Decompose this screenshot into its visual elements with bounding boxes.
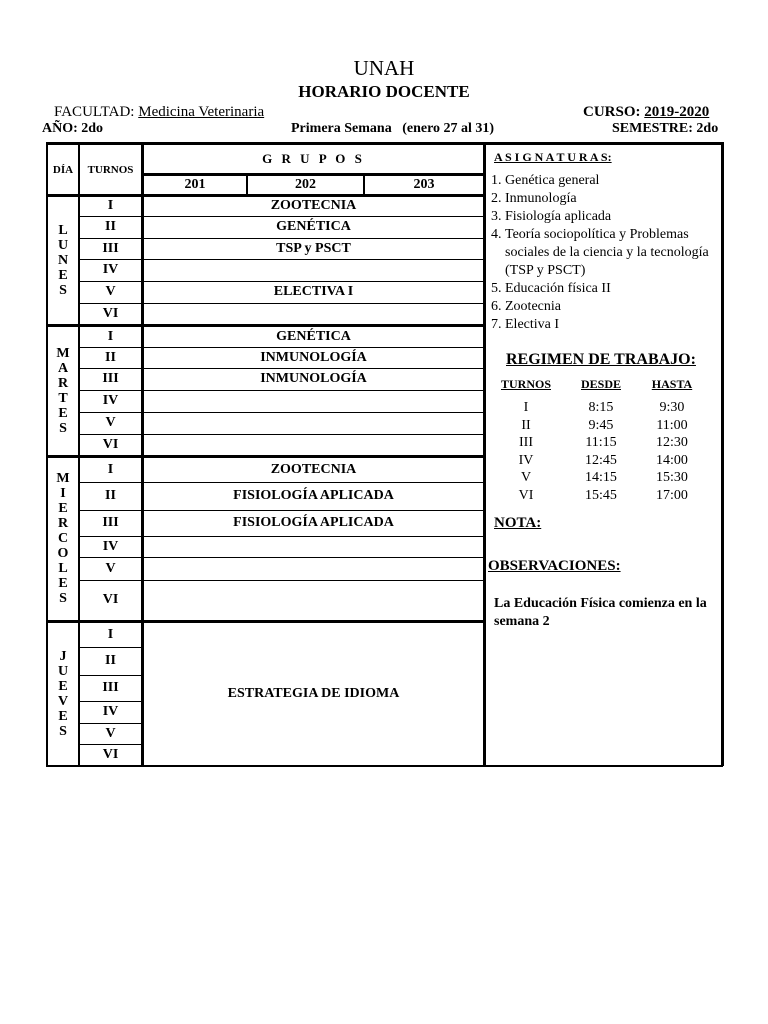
regimen-cell: 9:30 [659,400,685,415]
turno-cell: I [107,328,114,344]
regimen-cell: 8:15 [588,400,614,415]
regimen-cell: 11:15 [585,435,617,451]
turno-cell: V [105,415,116,430]
regimen-cell: 14:15 [585,470,617,486]
institution-title: UNAH [353,56,415,80]
asignaturas-list [488,172,730,334]
facultad-line [54,104,264,121]
day-letter: E [58,709,68,724]
subject-cell: FISIOLOGÍA APLICADA [233,488,394,503]
turno-cell: VI [102,747,119,762]
turno-cell: I [107,461,114,477]
turno-cell: II [105,219,116,234]
regimen-cell: 15:45 [585,488,617,503]
regimen-cell: 17:00 [656,488,688,503]
day-label-martes [48,326,78,455]
subject-cell: TSP y PSCT [276,240,351,256]
subject-cell [144,536,483,557]
day-letter: S [59,282,67,298]
turno-cell: II [105,653,116,668]
turno-cell: II [105,349,116,365]
regimen-header: TURNOS [500,377,551,391]
group-201-header: 201 [184,177,206,192]
list-item: 6. Zootecnia [505,298,730,316]
subject-cell: INMUNOLOGÍA [260,371,367,386]
day-letter: M [56,345,70,361]
regimen-cell: 15:30 [656,470,688,486]
day-letter: L [58,561,68,576]
semana-label: Primera Semana (enero 27 al 31) [291,121,495,136]
day-letter: E [58,679,68,694]
document-title: HORARIO DOCENTE [298,82,470,101]
day-letter: J [59,649,67,664]
turno-cell: IV [102,262,119,277]
day-label-jueves [48,622,78,766]
turno-cell: VI [102,436,119,452]
regimen-cell: 12:45 [585,452,617,468]
subject-cell: ZOOTECNIA [270,198,357,213]
semestre-label: SEMESTRE: 2do [612,121,719,136]
turnos-header: TURNOS [87,163,134,176]
facultad-label: FACULTAD: [54,104,135,120]
group-202-header: 202 [295,177,316,192]
day-letter: C [57,531,69,546]
subject-cell: GENÉTICA [276,219,351,234]
day-letter: E [58,501,68,516]
asignaturas-title: A S I G N A T U R A S: [494,150,612,164]
regimen-cell: I [523,400,529,415]
day-letter: O [57,546,69,561]
subject-cell [144,303,483,324]
regimen-cell: V [520,470,532,486]
regimen-cell: II [521,417,531,433]
grupos-header: G R U P O S [262,151,365,166]
turno-cell: II [105,488,116,503]
subject-cell: FISIOLOGÍA APLICADA [233,515,394,530]
day-letter: S [59,591,67,606]
list-item: 3. Fisiología aplicada [505,208,730,226]
regimen-cell: 12:30 [656,435,688,451]
turno-cell: V [105,725,116,741]
curso-value: 2019-2020 [644,104,710,120]
regimen-cell: 11:00 [656,417,688,433]
facultad-value: Medicina Veterinaria [138,104,265,120]
regimen-cell: 14:00 [656,452,688,468]
regimen-cell: III [519,435,533,451]
curso-label: CURSO: [583,104,641,120]
list-item: 5. Educación física II [505,280,730,298]
day-letter: E [58,267,68,283]
day-letter: U [57,237,69,253]
subject-cell: ZOOTECNIA [270,461,357,477]
subject-cell: INMUNOLOGÍA [260,349,367,365]
turno-cell: V [105,560,116,576]
regimen-cell: 9:45 [588,417,614,433]
day-letter: A [57,360,69,376]
subject-cell [144,557,483,580]
day-letter: L [58,222,68,238]
turno-cell: III [102,371,119,386]
day-letter: E [58,405,68,421]
day-letter: T [58,390,68,406]
turno-cell: III [102,680,119,695]
turno-cell: V [105,284,116,299]
regimen-title: REGIMEN DE TRABAJO: [506,351,696,368]
subject-cell: GENÉTICA [276,328,351,344]
day-letter: E [58,576,68,591]
day-letter: I [60,486,66,501]
turno-cell: IV [102,393,119,408]
observaciones-label: OBSERVACIONES: [488,558,621,574]
anio-label: AÑO: 2do [42,121,104,136]
curso-line [583,104,709,121]
subject-cell [144,259,483,281]
list-item: 2. Inmunología [505,190,730,208]
day-letter: N [57,252,69,268]
turno-cell: IV [102,704,119,719]
subject-cell [144,434,483,455]
turno-cell: VI [102,305,119,321]
turno-cell: IV [102,538,119,554]
dia-header: DÍA [52,163,74,176]
turno-cell: I [107,626,114,642]
turno-cell: I [107,198,114,213]
group-203-header: 203 [413,177,435,192]
day-letter: S [59,420,67,436]
day-letter: S [59,724,67,739]
list-item: 1. Genética general [505,172,730,190]
day-letter: M [56,471,70,486]
subject-cell [144,390,483,412]
day-label-lunes [48,196,78,324]
day-letter: R [57,375,69,391]
day-letter: R [57,516,69,531]
list-item: 4. Teoría sociopolítica y Problemas sociales de la ciencia y la tecnología (TSP y PSCT) [505,226,730,280]
observaciones-text: La Educación Física comienza en la semana 2 [494,596,707,629]
regimen-cell: VI [518,488,534,503]
turno-cell: VI [102,592,119,607]
subject-cell [144,412,483,434]
regimen-header: DESDE [580,377,621,391]
turno-cell: III [102,515,119,530]
day-letter: U [57,664,69,679]
turno-cell: III [102,240,119,256]
regimen-header: HASTA [651,377,693,391]
regimen-cell: IV [518,452,534,468]
subject-cell: ELECTIVA I [273,284,354,299]
day-label-miercoles [48,457,78,620]
day-letter: V [57,694,69,709]
nota-label: NOTA: [494,515,542,531]
subject-cell [144,580,483,620]
list-item: 7. Electiva I [505,316,730,334]
merged-subject-cell: ESTRATEGIA DE IDIOMA [227,686,400,701]
